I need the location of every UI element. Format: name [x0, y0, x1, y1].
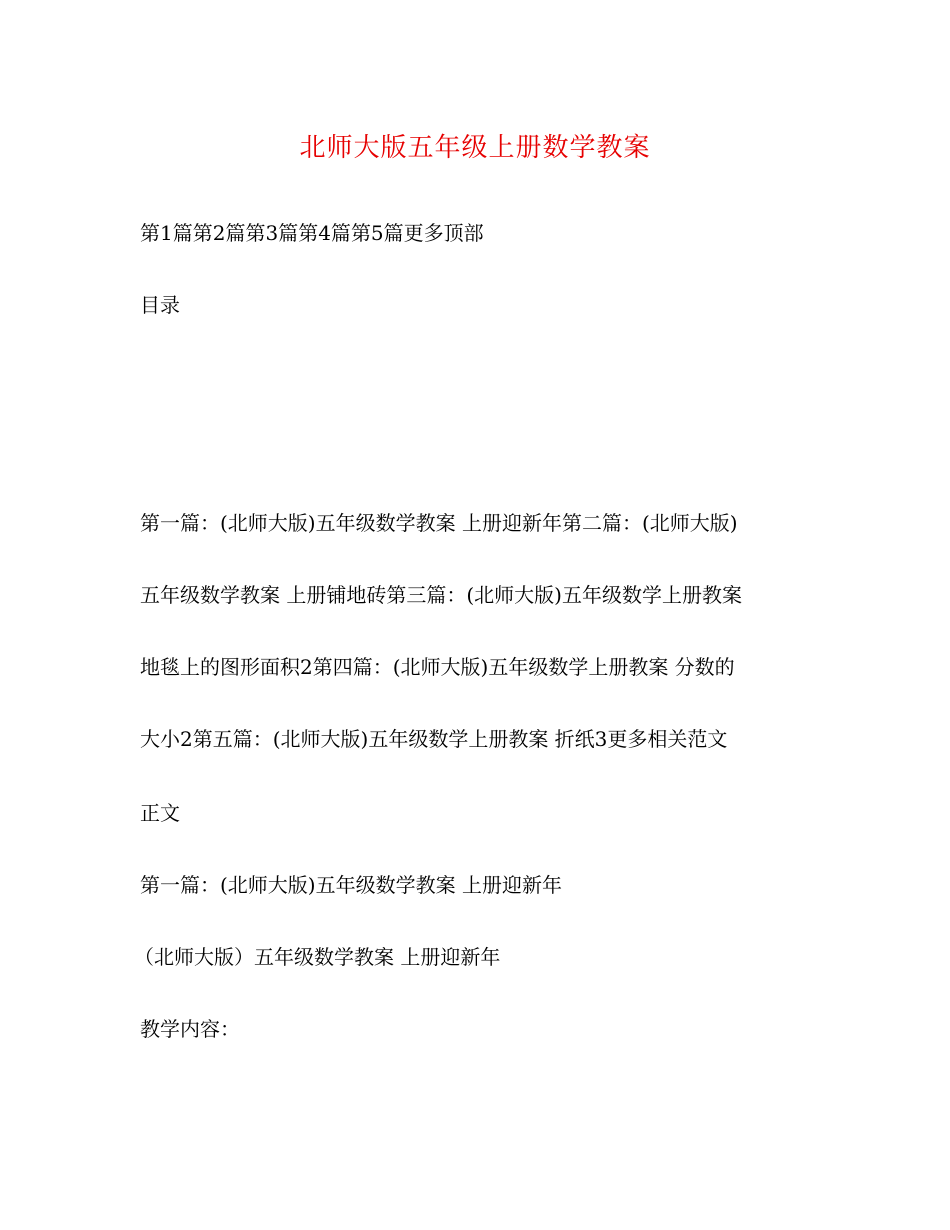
- nav-link-4[interactable]: 第4篇: [298, 221, 351, 245]
- toc-line: 地毯上的图形面积2第四篇：(北师大版)五年级数学上册教案 分数的: [140, 655, 735, 679]
- document-title: 北师大版五年级上册数学教案: [299, 133, 651, 163]
- toc-heading: 目录: [140, 293, 180, 317]
- nav-link-2[interactable]: 第2篇: [192, 221, 246, 245]
- content-label: 教学内容：: [140, 1017, 240, 1041]
- article-subtitle: （北师大版）五年级数学教案 上册迎新年: [134, 945, 501, 969]
- toc-line: 五年级数学教案 上册铺地砖第三篇：(北师大版)五年级数学上册教案: [140, 583, 742, 607]
- body-heading: 正文: [140, 801, 180, 825]
- toc-line: 大小2第五篇：(北师大版)五年级数学上册教案 折纸3更多相关范文: [140, 727, 728, 751]
- nav-link-3[interactable]: 第3篇: [245, 221, 299, 245]
- article-title: 第一篇：(北师大版)五年级数学教案 上册迎新年: [140, 873, 562, 897]
- nav-link-1[interactable]: 第1篇: [140, 221, 193, 245]
- toc-line: 第一篇：(北师大版)五年级数学教案 上册迎新年第二篇：(北师大版): [140, 511, 738, 535]
- nav-link-5[interactable]: 第5篇: [350, 221, 404, 245]
- section-nav: [140, 217, 820, 249]
- nav-link-top[interactable]: 顶部: [443, 221, 484, 245]
- nav-link-more[interactable]: 更多: [403, 221, 444, 245]
